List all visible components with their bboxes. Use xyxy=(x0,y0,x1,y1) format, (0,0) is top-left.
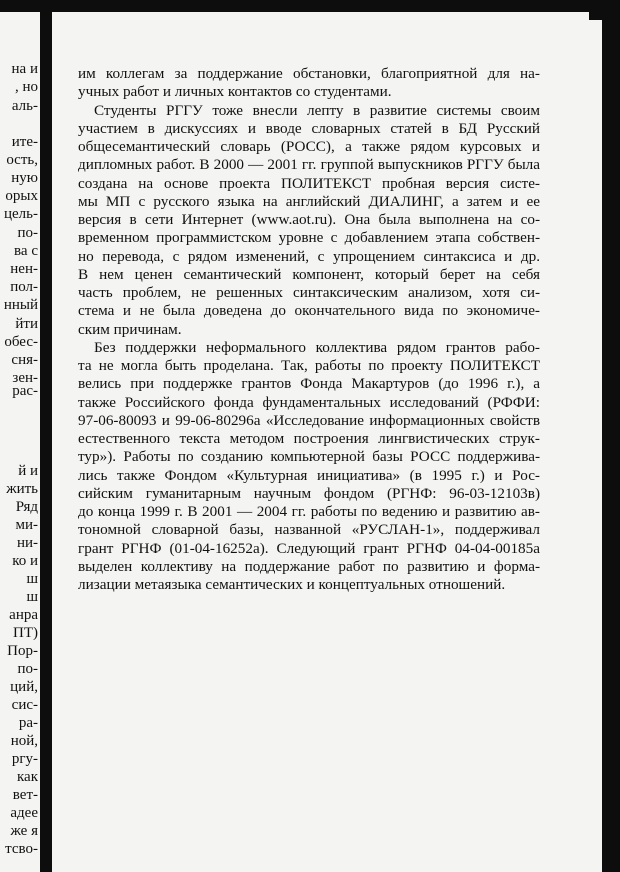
facing-page-line: же я xyxy=(10,823,38,839)
text-line: та не могла быть проделана. Так, работы по проекту ПОЛИТЕКСТ xyxy=(78,357,540,374)
text-line: грант РГНФ (01-04-16252а). Следующий грант РГНФ 04-04-00185а xyxy=(78,539,540,557)
facing-page-line: тсво- xyxy=(5,841,38,857)
text-line: тономной словарной базы, названной «РУСЛАН-1», поддерживал xyxy=(78,521,540,539)
facing-page-line: по- xyxy=(17,661,38,677)
book-gutter xyxy=(40,0,52,872)
facing-page-line: обес- xyxy=(4,334,38,350)
text-line: создана на основе проекта ПОЛИТЕКСТ пробная версия систе- xyxy=(78,174,540,192)
text-line: дипломных работ. В 2000 — 2001 гг. группой выпускников РГГУ была xyxy=(78,156,540,174)
facing-page-line: , но xyxy=(14,79,38,95)
text-line: Без поддержки неформального коллектива рядом грантов рабо- xyxy=(94,338,540,356)
facing-page-line: адее xyxy=(10,805,38,821)
facing-page-line: сня- xyxy=(11,352,38,368)
text-line: Студенты РГГУ тоже внесли лепту в развитие системы своим xyxy=(94,101,540,119)
text-line: участием в дискуссиях и вводе словарных статей в БД Русский xyxy=(78,119,540,137)
facing-page-line: вет- xyxy=(12,787,38,803)
facing-page-line: ной, xyxy=(10,733,38,749)
scan-edge-top xyxy=(0,0,620,12)
facing-page-line: как xyxy=(16,769,38,785)
text-line: временном программистском уровне с добавлением этапа собствен- xyxy=(78,229,540,247)
facing-page-line: ПТ) xyxy=(13,625,38,641)
facing-page-line: ргу- xyxy=(11,751,38,767)
facing-page-line: ите- xyxy=(11,134,38,150)
text-line: В нем ценен семантический компонент, который берет на себя xyxy=(78,265,540,283)
facing-page-line: нный xyxy=(3,297,38,313)
facing-page-line: ми- xyxy=(15,517,38,533)
facing-page-line: жить xyxy=(6,481,38,497)
facing-page-line: пол- xyxy=(10,279,38,295)
text-line: велись при поддержке грантов Фонда Макартуров (до 1996 г.), а xyxy=(78,375,540,393)
facing-page-line: Пор- xyxy=(7,643,38,659)
text-line: но перевода, с рядом изменений, с упрощением синтаксиса и др. xyxy=(78,247,540,265)
facing-page-line: ва с xyxy=(14,243,38,259)
text-line: стема и не была доведена до окончательного вида по экономиче- xyxy=(78,302,540,320)
text-line: им коллегам за поддержание обстановки, благоприятной для на- xyxy=(78,65,540,82)
facing-page-line: анра xyxy=(9,607,38,623)
facing-page-line: аль- xyxy=(11,98,38,114)
facing-page-line: зен- xyxy=(12,370,38,386)
paragraph xyxy=(78,102,540,339)
text-line: ским причинам. xyxy=(78,320,182,338)
text-line: версия в сети Интернет (www.aot.ru). Она была выполнена на со- xyxy=(78,211,540,228)
facing-page-line: на и xyxy=(11,61,38,77)
text-line: общесемантический словарь (РОСС), а также рядом курсовых и xyxy=(78,138,540,155)
facing-page-line: ш xyxy=(26,589,38,605)
facing-page-line: нен- xyxy=(10,261,38,277)
text-line: тур»). Работы по созданию компьютерной базы РОСС поддержива- xyxy=(78,448,540,466)
facing-page-line: ш xyxy=(26,571,38,587)
facing-page-line: сис- xyxy=(11,697,38,713)
text-line: также Российского фонда фундаментальных исследований (РФФИ: xyxy=(78,393,540,411)
text-line: учных работ и личных контактов со студентами. xyxy=(78,83,392,101)
text-line: 97-06-80093 и 99-06-80296а «Исследование информационных свойств xyxy=(78,411,540,429)
paragraph xyxy=(78,65,540,102)
text-line: до конца 1999 г. В 2001 — 2004 гг. работы по ведению и развитию ав- xyxy=(78,503,540,520)
facing-page-line: рас- xyxy=(12,383,38,399)
facing-page-line: по- xyxy=(17,225,38,241)
paragraph xyxy=(78,339,540,595)
facing-page-line: Ряд xyxy=(15,499,38,515)
text-line: мы МП с русского языка на английский ДИАЛИНГ, а затем и ее xyxy=(78,192,540,210)
page-body xyxy=(78,65,540,594)
facing-page-line: ную xyxy=(11,170,38,186)
facing-page-line: ра- xyxy=(18,715,38,731)
facing-page-line: ни- xyxy=(16,535,38,551)
facing-page-line: ость, xyxy=(6,152,38,168)
facing-page-line: йти xyxy=(15,316,38,332)
facing-page-line: цель- xyxy=(3,206,38,222)
facing-page-line: й и xyxy=(18,463,38,479)
text-line: выделен коллективу на поддержание работ по развитию и форма- xyxy=(78,557,540,575)
scan-edge-right xyxy=(602,0,620,872)
text-line: сийским гуманитарным научным фондом (РГНФ: 96-03-12103в) xyxy=(78,484,540,502)
text-line: часть проблем, не решенных синтаксическим анализом, хотя си- xyxy=(78,284,540,301)
text-line: естественного текста методом построения лингвистических струк- xyxy=(78,430,540,447)
facing-page-line: ко и xyxy=(12,553,38,569)
facing-page-line: орых xyxy=(5,188,38,204)
text-line: лизации метаязыка семантических и концептуальных отношений. xyxy=(78,576,506,593)
facing-page-line: ций, xyxy=(10,679,38,695)
text-line: лись также Фондом «Культурная инициатива» (в 1995 г.) и Рос- xyxy=(78,466,540,484)
